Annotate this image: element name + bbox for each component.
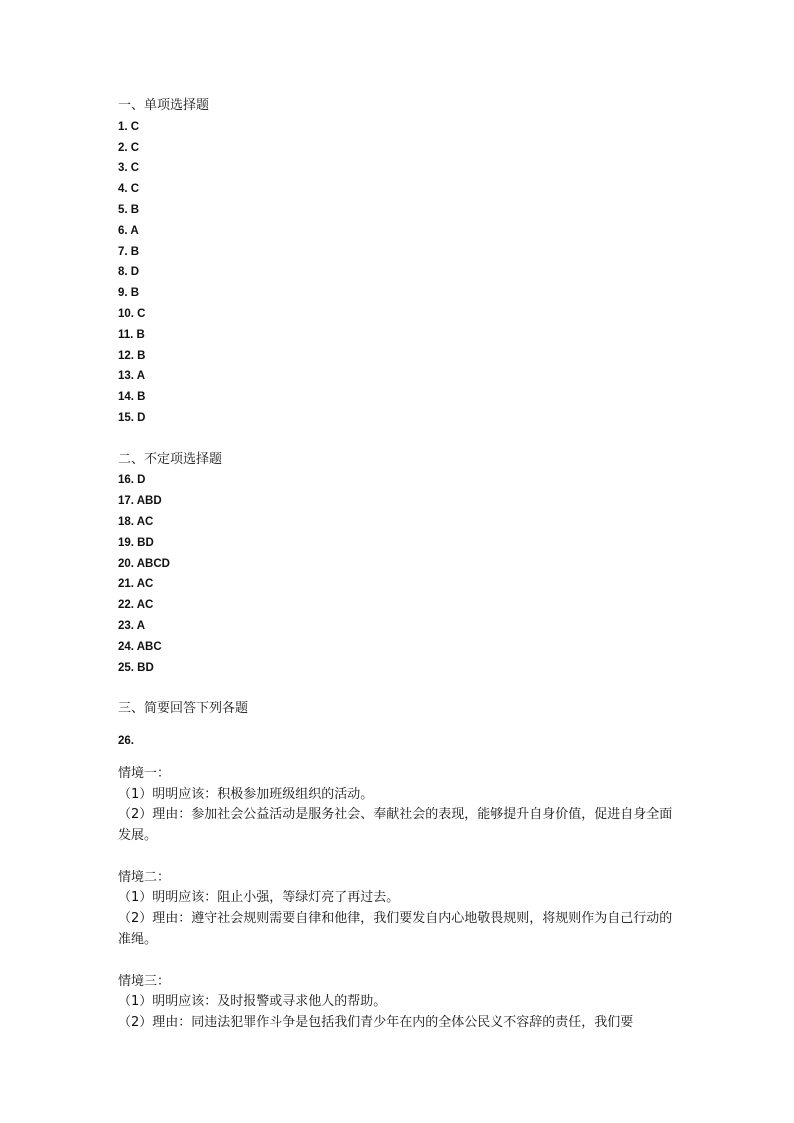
answer-item: 5. B	[118, 203, 140, 216]
answer-item: 7. B	[118, 245, 140, 258]
answer-item: 22. AC	[118, 599, 154, 612]
spacer	[118, 678, 678, 699]
spacer	[118, 847, 678, 868]
scenario-title: 情境一：	[118, 765, 171, 781]
answer-item: 21. AC	[118, 578, 154, 591]
answer-item: 3. C	[118, 162, 140, 175]
answer-item: 17. ABD	[118, 495, 162, 508]
scenario-should: （1）明明应该：积极参加班级组织的活动。	[118, 786, 374, 802]
scenario-title: 情境二：	[118, 869, 171, 885]
scenario-block	[118, 764, 678, 847]
section-heading: 一、单项选择题	[118, 98, 210, 113]
scenario-reason: （2）理由：同违法犯罪作斗争是包括我们青少年在内的全体公民义不容辞的责任，我们要	[118, 1015, 634, 1031]
section-multiple-choice	[118, 450, 678, 679]
answer-item: 6. A	[118, 224, 139, 237]
answer-item: 14. B	[118, 391, 146, 404]
answer-item: 4. C	[118, 183, 140, 196]
section-single-choice	[118, 96, 678, 429]
question-number: 26.	[118, 735, 134, 748]
answer-item: 8. D	[118, 266, 140, 279]
answer-item: 11. B	[118, 328, 145, 341]
answer-item: 18. AC	[118, 515, 154, 528]
answer-item: 19. BD	[118, 536, 154, 549]
spacer	[118, 951, 678, 972]
scenario-block	[118, 868, 678, 951]
answer-sheet	[118, 96, 678, 1034]
answer-item: 12. B	[118, 349, 146, 362]
scenario-reason: （2）理由：遵守社会规则需要自律和他律，我们要发自内心地敬畏规则，将规则作为自己行动的准绳。	[118, 911, 673, 948]
answer-item: 24. ABC	[118, 640, 162, 653]
answer-item: 16. D	[118, 474, 146, 487]
answer-item: 9. B	[118, 287, 140, 300]
scenario-should: （1）明明应该：阻止小强，等绿灯亮了再过去。	[118, 890, 400, 906]
answer-item: 20. ABCD	[118, 557, 170, 570]
answer-item: 13. A	[118, 370, 146, 383]
scenario-should: （1）明明应该：及时报警或寻求他人的帮助。	[118, 994, 387, 1010]
section-heading: 二、不定项选择题	[118, 451, 223, 467]
section-short-answer	[118, 699, 678, 1034]
scenario-title: 情境三：	[118, 973, 171, 989]
scenario-reason: （2）理由：参加社会公益活动是服务社会、奉献社会的表现，能够提升自身价值，促进自身全面发展。	[118, 807, 673, 844]
section-heading: 三、简要回答下列各题	[118, 701, 249, 717]
answer-item: 25. BD	[118, 661, 154, 674]
answer-item: 23. A	[118, 619, 146, 632]
spacer	[118, 429, 678, 450]
answer-item: 15. D	[118, 411, 146, 424]
answer-item: 1. C	[118, 120, 140, 133]
answer-item: 2. C	[118, 141, 140, 154]
scenario-block	[118, 972, 678, 1034]
answer-item: 10. C	[118, 307, 146, 320]
